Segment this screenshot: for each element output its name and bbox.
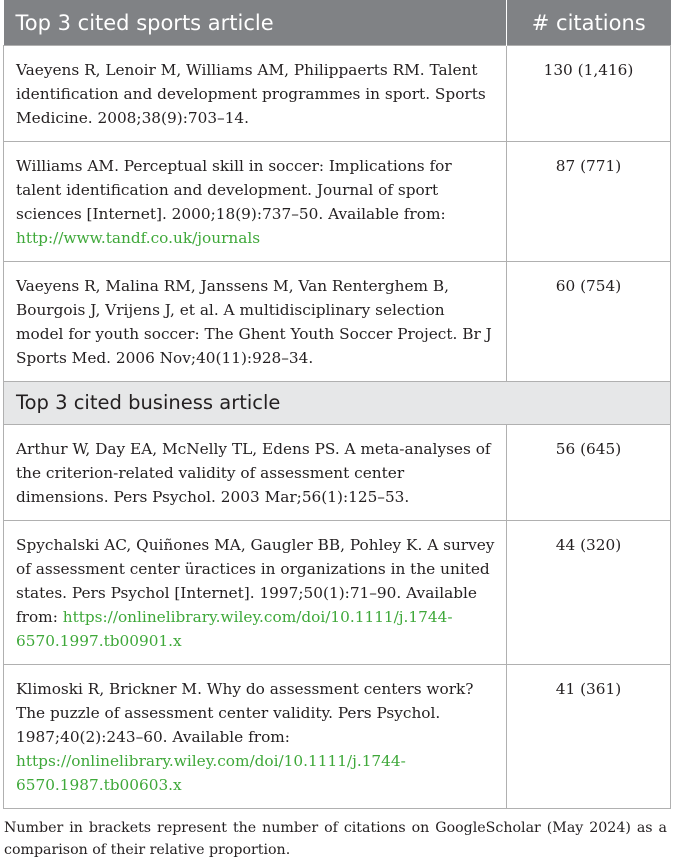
reference-link[interactable]: http://www.tandf.co.uk/journals: [16, 229, 261, 247]
citations-cell: 60 (754): [507, 262, 671, 382]
reference-text: Williams AM. Perceptual skill in soccer: Implications for talent identification and development. Journal of sport sciences [Internet]. 2000;18(9):737–50. Available from:: [16, 157, 452, 223]
table-footnote: Number in brackets represent the number of citations on GoogleScholar (May 2024) as a comparison of their relative proportion.: [4, 820, 667, 858]
citations-column-header: # citations: [507, 0, 671, 46]
table-row: [4, 425, 671, 521]
citations-cell: 44 (320): [507, 521, 671, 665]
reference-link[interactable]: https://onlinelibrary.wiley.com/doi/10.1111/j.1744-6570.1987.tb00603.x: [16, 752, 406, 794]
citations-cell: 56 (645): [507, 425, 671, 521]
table-row: [4, 521, 671, 665]
reference-cell: [4, 665, 507, 809]
section-header-row: [4, 382, 671, 425]
reference-text: Klimoski R, Brickner M. Why do assessment centers work? The puzzle of assessment center validity. Pers Psychol. 1987;40(2):243–60. Available from:: [16, 680, 474, 746]
table-row: [4, 262, 671, 382]
table-row: [4, 142, 671, 262]
reference-link[interactable]: https://onlinelibrary.wiley.com/doi/10.1111/j.1744-6570.1997.tb00901.x: [16, 608, 453, 650]
citations-cell: 87 (771): [507, 142, 671, 262]
business-section-label: Top 3 cited business article: [4, 382, 671, 425]
table-row: [4, 46, 671, 142]
reference-text: Vaeyens R, Malina RM, Janssens M, Van Renterghem B, Bourgois J, Vrijens J, et al. A multidisciplinary selection model for youth soccer: The Ghent Youth Soccer Project. Br J Sports Med. 2006 Nov;40(11):928–34.: [16, 277, 492, 367]
citations-cell: 130 (1,416): [507, 46, 671, 142]
reference-text: Arthur W, Day EA, McNelly TL, Edens PS. A meta-analyses of the criterion-related validity of assessment center dimensions. Pers Psychol. 2003 Mar;56(1):125–53.: [16, 440, 491, 506]
table-header-row: [4, 0, 671, 46]
table-row: [4, 665, 671, 809]
reference-cell: [4, 46, 507, 142]
reference-cell: [4, 262, 507, 382]
citations-table: [3, 0, 671, 809]
citations-cell: 41 (361): [507, 665, 671, 809]
reference-text: Spychalski AC, Quiñones MA, Gaugler BB, Pohley K. A survey of assessment center üractices in organizations in the united states. Pers Psychol [Internet]. 1997;50(1):71–90. Available from:: [16, 536, 495, 626]
article-column-header: Top 3 cited sports article: [4, 0, 507, 46]
reference-text: Vaeyens R, Lenoir M, Williams AM, Philippaerts RM. Talent identification and development programmes in sport. Sports Medicine. 2008;38(9):703–14.: [16, 61, 486, 127]
reference-cell: [4, 521, 507, 665]
reference-cell: [4, 425, 507, 521]
reference-cell: [4, 142, 507, 262]
